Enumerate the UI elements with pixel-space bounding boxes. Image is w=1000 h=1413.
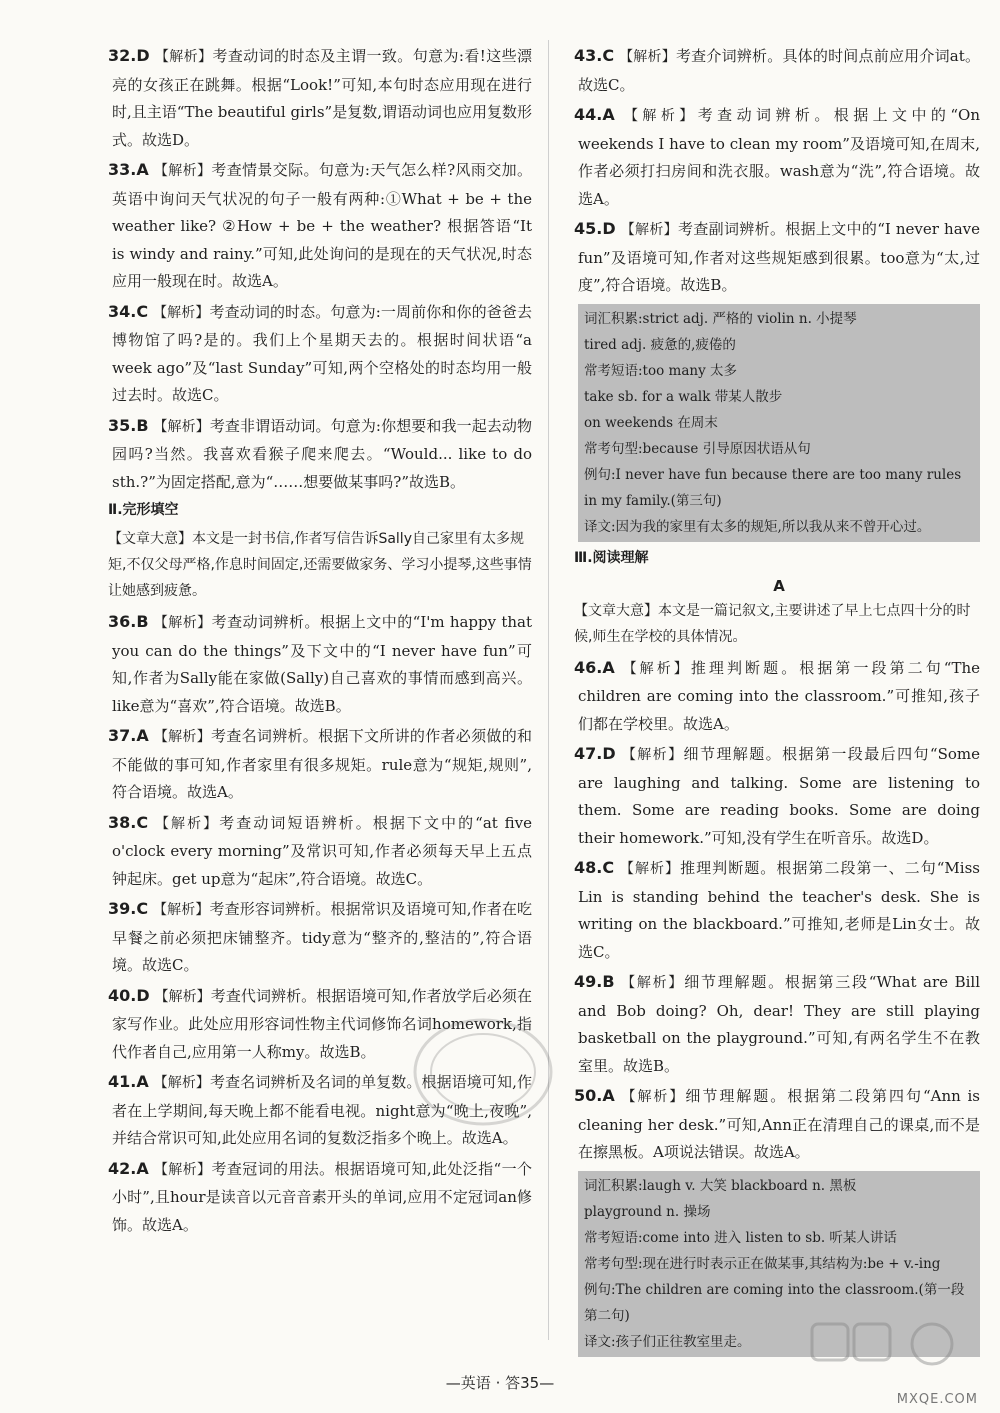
column-divider — [548, 40, 549, 1340]
vocab-line: 译文:因为我的家里有太多的规矩,所以我从来不曾开心过。 — [584, 518, 931, 535]
answer-32: 32.D 【解析】考查动词的时态及主谓一致。句意为:看!这些漂亮的女孩正在跳舞。根据“Look!”可知,本句时态应用现在进行时,且主语“The beautiful girls”是复数,谓语动词也应用复数形式。故选D。 — [108, 46, 533, 149]
answer-33: 33.A 【解析】考查情景交际。句意为:天气怎么样?风雨交加。英语中询问天气状况的句子一般有两种:①What + be + the weather like? ②How + be + the weather? 根据答语“It is windy and rainy.”可知,此处询问的是现在的天气状况,时态应用一般现在时。故选A。 — [108, 160, 532, 290]
answer-50: 50.A 【解析】细节理解题。根据第二段第四句“Ann is cleaning her desk.”可知,Ann正在清理自己的课桌,而不是在擦黑板。A项说法错误。故选A。 — [574, 1086, 981, 1161]
vocab-line: on weekends 在周末 — [584, 414, 718, 431]
answer-42: 42.A 【解析】考查冠词的用法。根据语境可知,此处泛指“一个小时”,且hour是读音以元音音素开头的单词,应用不定冠词an修饰。故选A。 — [108, 1158, 532, 1234]
answer-44: 44.A 【解析】考查动词辨析。根据上文中的“On weekends I have to clean my room”及语境可知,在周末,作者必须打扫房间和洗衣服。wash意为“洗”,符合语境。故选A。 — [574, 105, 980, 208]
watermark-text: MXQE.COM — [896, 1392, 978, 1407]
answer-45: 45.D 【解析】考查副词辨析。根据上文中的“I never have fun”及语境可知,作者对这些规矩感到很累。too意为“太,过度”,符合语境。故选B。 — [574, 219, 980, 294]
answer-37: 37.A 【解析】考查名词辨析。根据下文所讲的作者必须做的和不能做的事可知,作者家里有很多规矩。rule意为“规矩,规则”,符合语境。故选A。 — [108, 726, 532, 801]
vocab-line: 常考句型:because 引导原因状语从句 — [584, 440, 811, 457]
answer-38: 38.C 【解析】考查动词短语辨析。根据下文中的“at five o'clock every morning”及常识可知,作者必须每天早上五点钟起床。get up意为“起床”,符合语境。故选C。 — [108, 812, 533, 888]
vocab-line: tired adj. 疲惫的,疲倦的 — [584, 336, 736, 353]
answer-34: 34.C 【解析】考查动词的时态。句意为:一周前你和你的爸爸去博物馆了吗?是的。我们上个星期天去的。根据时间状语“a week ago”及“last Sunday”可知,两个空格处的时态均用一般过去时。故选C。 — [108, 301, 532, 404]
vocab-line: 词汇积累:strict adj. 严格的 violin n. 小提琴 — [584, 310, 857, 327]
vocab-line: 例句:I never have fun because there are too many rules in my family.(第三句) — [584, 466, 962, 509]
vocab-line: take sb. for a walk 带某人散步 — [584, 388, 783, 405]
answer-49: 49.B 【解析】细节理解题。根据第三段“What are Bill and Bob doing? Oh, dear! They are still playing basketball on the playground.”可知,有两名学生不在教室里。故选B。 — [574, 972, 980, 1075]
answer-47: 47.D 【解析】细节理解题。根据第一段最后四句“Some are laughing and talking. Some are listening to them. Some are reading books. Some are doing their homework.”可知,没有学生在听音乐。故选D。 — [574, 744, 980, 847]
page-footer: —英语 · 答35— — [445, 1374, 555, 1392]
answer-41: 41.A 【解析】考查名词辨析及名词的单复数。根据语境可知,作者在上学期间,每天晚上都不能看电视。night意为“晚上,夜晚”,并结合常识可知,此处应用名词的复数泛指多个晚上。故选A。 — [108, 1072, 532, 1147]
vocab-line: 常考句型:现在进行时表示正在做某事,其结构为:be + v.-ing — [584, 1255, 941, 1272]
answer-35: 35.B 【解析】考查非谓语动词。句意为:你想要和我一起去动物园吗?当然。我喜欢看猴子爬来爬去。“Would... like to do sth.?”为固定搭配,意为“……想要做某事吗?”故选B。 — [108, 415, 532, 491]
right-column — [574, 42, 981, 1361]
vocabulary-box-1 — [578, 304, 980, 542]
vocab-line: playground n. 操场 — [584, 1203, 711, 1220]
passage-a-heading: A — [773, 576, 785, 595]
answer-43: 43.C 【解析】考查介词辨析。具体的时间点前应用介词at。故选C。 — [574, 46, 980, 94]
answer-40: 40.D 【解析】考查代词辨析。根据语境可知,作者放学后必须在家写作业。此处应用形容词性物主代词修饰名词homework,指代作者自己,应用第一人称my。故选B。 — [108, 985, 532, 1061]
section-reading-summary: 【文章大意】本文是一篇记叙文,主要讲述了早上七点四十分的时候,师生在学校的具体情况。 — [574, 602, 971, 645]
vocab-line: 例句:The children are coming into the classroom.(第一段第二句) — [584, 1281, 965, 1324]
answer-46: 46.A 【解析】推理判断题。根据第一段第二句“The children are coming into the classroom.”可推知,孩子们都在学校里。故选A。 — [574, 657, 981, 733]
section-cloze-summary: 【文章大意】本文是一封书信,作者写信告诉Sally自己家里有太多规矩,不仅父母严格,作息时间固定,还需要做家务、学习小提琴,这些事情让她感到疲惫。 — [108, 531, 532, 599]
vocab-line: 译文:孩子们正往教室里走。 — [584, 1333, 751, 1350]
vocab-line: 常考短语:come into 进入 listen to sb. 听某人讲话 — [584, 1229, 897, 1246]
section-cloze-title: Ⅱ.完形填空 — [108, 502, 179, 518]
answer-39: 39.C 【解析】考查形容词辨析。根据常识及语境可知,作者在吃早餐之前必须把床铺整齐。tidy意为“整齐的,整洁的”,符合语境。故选C。 — [108, 899, 532, 974]
vocab-line: 常考短语:too many 太多 — [584, 362, 737, 379]
answer-48: 48.C 【解析】推理判断题。根据第二段第一、二句“Miss Lin is standing behind the teacher's desk. She is writing on the blackboard.”可推知,老师是Lin女士。故选C。 — [574, 858, 980, 961]
stamp-logo-icon — [408, 1012, 558, 1132]
answer-36: 36.B 【解析】考查动词辨析。根据上文中的“I'm happy that you can do the things”及下文中的“I never have fun”可知,作者为Sally能在家做(Sally)自己喜欢的事情而感到高兴。like意为“喜欢”,符合语境。故选B。 — [108, 612, 532, 715]
section-reading-title: Ⅲ.阅读理解 — [574, 549, 649, 566]
vocab-line: 词汇积累:laugh v. 大笑 blackboard n. 黑板 — [584, 1177, 857, 1194]
